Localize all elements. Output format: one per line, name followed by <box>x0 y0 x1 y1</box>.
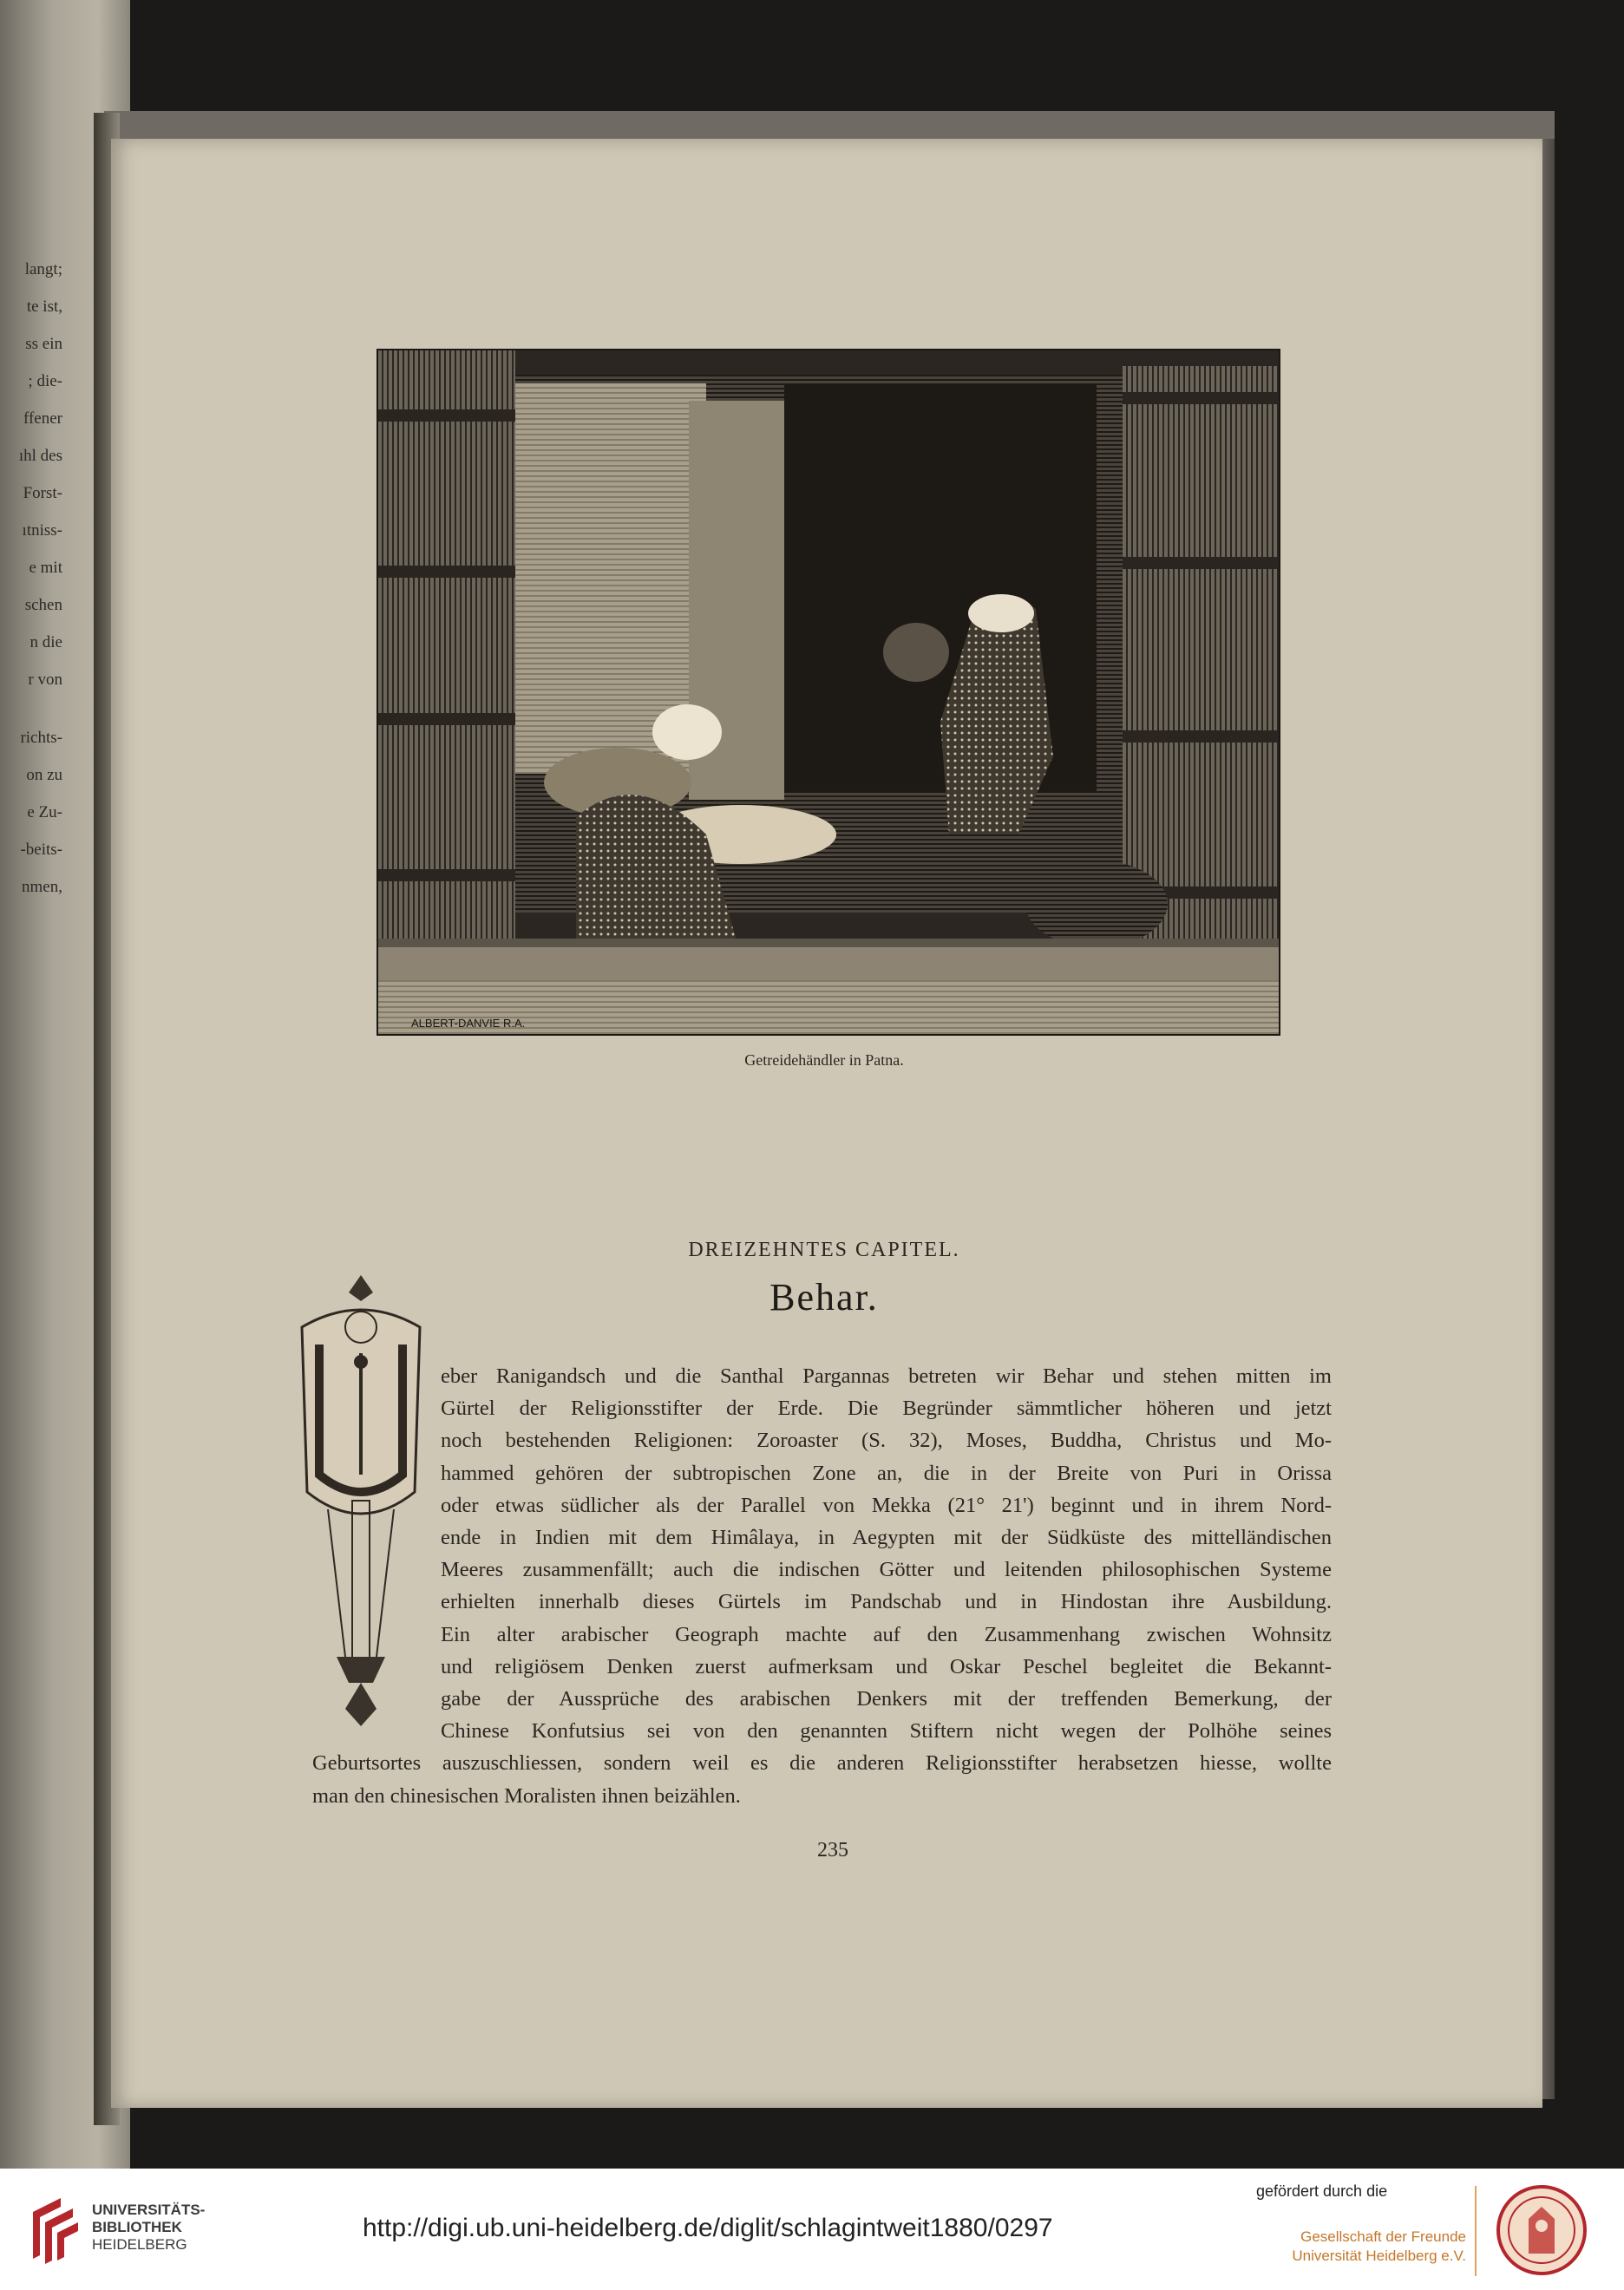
text-line: noch bestehenden Religionen: Zoroaster (S. 32), Moses, Buddha, Christus und Mo- <box>441 1429 1332 1453</box>
left-page-fragment: richts- <box>20 729 62 747</box>
library-name-line: UNIVERSITÄTS- <box>92 2202 206 2218</box>
left-page-fragment: nmen, <box>22 878 62 896</box>
left-page-fragment: ; die- <box>28 372 62 390</box>
engraving-grain-merchants <box>377 349 1280 1036</box>
library-name-line: BIBLIOTHEK <box>92 2219 182 2235</box>
ub-heidelberg-logo-icon <box>26 2195 82 2264</box>
chapter-heading: DREIZEHNTES CAPITEL. <box>688 1239 960 1261</box>
text-line: und religiösem Denken zuerst aufmerksam und Oskar Peschel begleitet die Bekannt- <box>441 1654 1332 1678</box>
text-line: erhielten innerhalb dieses Gürtels im Pandschab und in Hindostan ihre Ausbildung. <box>441 1590 1332 1614</box>
left-page-fragment: ıhl des <box>18 447 62 465</box>
text-line: Gürtel der Religionsstifter der Erde. Die Begründer sämmtlicher höheren und jetzt <box>441 1397 1332 1421</box>
text-line: Chinese Konfutsius sei von den genannten Stiftern nicht wegen der Polhöhe seines <box>441 1719 1332 1744</box>
left-page-fragment: ıtniss- <box>22 521 62 540</box>
permalink-url[interactable]: http://digi.ub.uni-heidelberg.de/diglit/schlagintweit1880/0297 <box>363 2214 1053 2242</box>
text-line: Ein alter arabischer Geograph machte auf den Zusammenhang zwischen Wohnsitz <box>441 1622 1332 1646</box>
chapter-body-text <box>312 1360 1332 1812</box>
sponsor-name <box>1260 2228 1466 2266</box>
figure-caption: Getreidehändler in Patna. <box>744 1051 904 1069</box>
text-line: ende in Indien mit dem Himâlaya, in Aegypten mit der Südküste des mittelländischen <box>441 1526 1332 1550</box>
text-line: hammed gehören der subtropischen Zone an, die in der Breite von Puri in Orissa <box>441 1461 1332 1485</box>
text-line: oder etwas südlicher als der Parallel von Mekka (21° 21') beginnt und in ihrem Nord- <box>441 1493 1332 1517</box>
university-seal-icon <box>1496 2184 1588 2276</box>
text-line: Meeres zusammenfällt; auch die indischen Götter und leitenden philosophischen Systeme <box>441 1558 1332 1582</box>
text-line: man den chinesischen Moralisten ihnen beizählen. <box>312 1783 741 1808</box>
sponsor-divider <box>1475 2186 1477 2276</box>
left-page-fragment: on zu <box>26 766 62 784</box>
sponsor-label: gefördert durch die <box>1256 2182 1388 2200</box>
left-page-fragment: ss ein <box>25 335 62 353</box>
sponsor-name-line: Universität Heidelberg e.V. <box>1292 2247 1466 2264</box>
library-name <box>92 2202 205 2254</box>
left-page-fragment: r von <box>28 671 62 689</box>
chapter-title: Behar. <box>769 1276 879 1318</box>
left-page-fragment: e Zu- <box>27 803 62 821</box>
sponsor-name-line: Gesellschaft der Freunde <box>1300 2228 1466 2245</box>
text-line: eber Ranigandsch und die Santhal Pargannas betreten wir Behar und stehen mitten im <box>441 1364 1332 1388</box>
text-line: gabe der Aussprüche des arabischen Denkers mit der treffenden Bemerkung, der <box>441 1687 1332 1711</box>
left-page-fragment: -beits- <box>20 841 62 859</box>
left-page-fragment: ffener <box>23 409 62 428</box>
library-name-line: HEIDELBERG <box>92 2236 187 2253</box>
footer-bar <box>0 2169 1624 2290</box>
engraver-signature: ALBERT-DANVIE R.A. <box>411 1017 526 1030</box>
left-page-fragment: langt; <box>24 260 62 278</box>
left-page-fragment: schen <box>24 596 62 614</box>
left-page-fragment: n die <box>29 633 62 651</box>
left-page-fragment: e mit <box>29 559 62 577</box>
left-page-fragment: te ist, <box>26 298 62 316</box>
text-line: Geburtsortes auszuschliessen, sondern weil es die anderen Religionsstifter herabsetzen hiesse, wollte <box>312 1751 1332 1776</box>
page-number: 235 <box>817 1839 848 1861</box>
left-page-fragment: Forst- <box>23 484 62 502</box>
